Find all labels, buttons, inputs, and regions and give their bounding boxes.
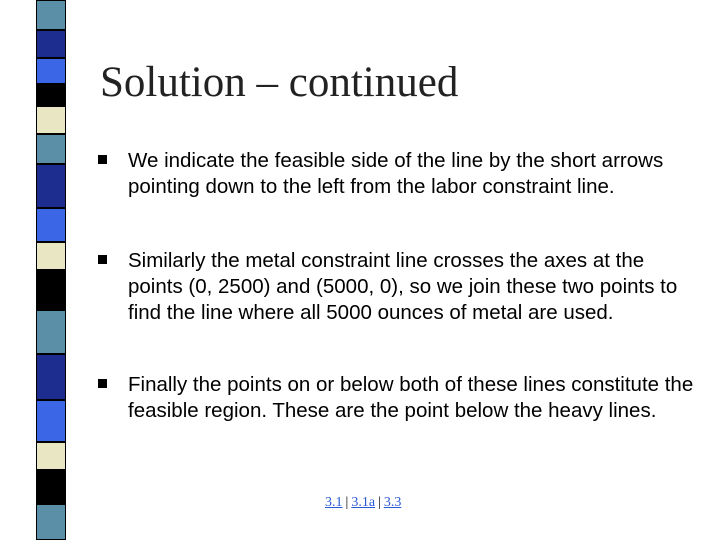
square-bullet-icon	[98, 379, 107, 388]
stripe-block	[36, 442, 66, 470]
stripe-block	[36, 30, 66, 58]
nav-separator: |	[378, 495, 381, 510]
stripe-block	[36, 208, 66, 242]
nav-link-3-1a[interactable]: 3.1a	[351, 495, 376, 510]
stripe-block	[36, 134, 66, 164]
square-bullet-icon	[98, 255, 107, 264]
stripe-block	[36, 0, 66, 30]
stripe-block	[36, 400, 66, 442]
stripe-block	[36, 84, 66, 106]
stripe-block	[36, 470, 66, 504]
decorative-stripe	[0, 0, 67, 540]
nav-link-3-1[interactable]: 3.1	[325, 495, 343, 510]
square-bullet-icon	[98, 155, 107, 164]
stripe-block	[36, 270, 66, 310]
footer-nav	[325, 495, 401, 511]
stripe-block	[36, 310, 66, 354]
stripe-block	[36, 164, 66, 208]
bullet-text: Similarly the metal constraint line crosses the axes at the points (0, 2500) and (5000, 0), so we join these two points to find the line where all 5000 ounces of metal are used.	[128, 249, 678, 324]
stripe-block	[36, 504, 66, 540]
nav-link-3-3[interactable]: 3.3	[383, 495, 402, 510]
nav-separator: |	[345, 495, 349, 510]
stripe-block	[36, 106, 66, 134]
bullet-text: We indicate the feasible side of the line by the short arrows pointing down to the left from the labor constraint line.	[128, 149, 664, 198]
stripe-block	[36, 242, 66, 270]
bullet-text: Finally the points on or below both of these lines constitute the feasible region. These are the point below the heavy lines.	[128, 373, 694, 422]
stripe-block	[36, 354, 66, 400]
stripe-block	[36, 58, 66, 84]
slide-title: Solution – continued	[100, 59, 459, 106]
